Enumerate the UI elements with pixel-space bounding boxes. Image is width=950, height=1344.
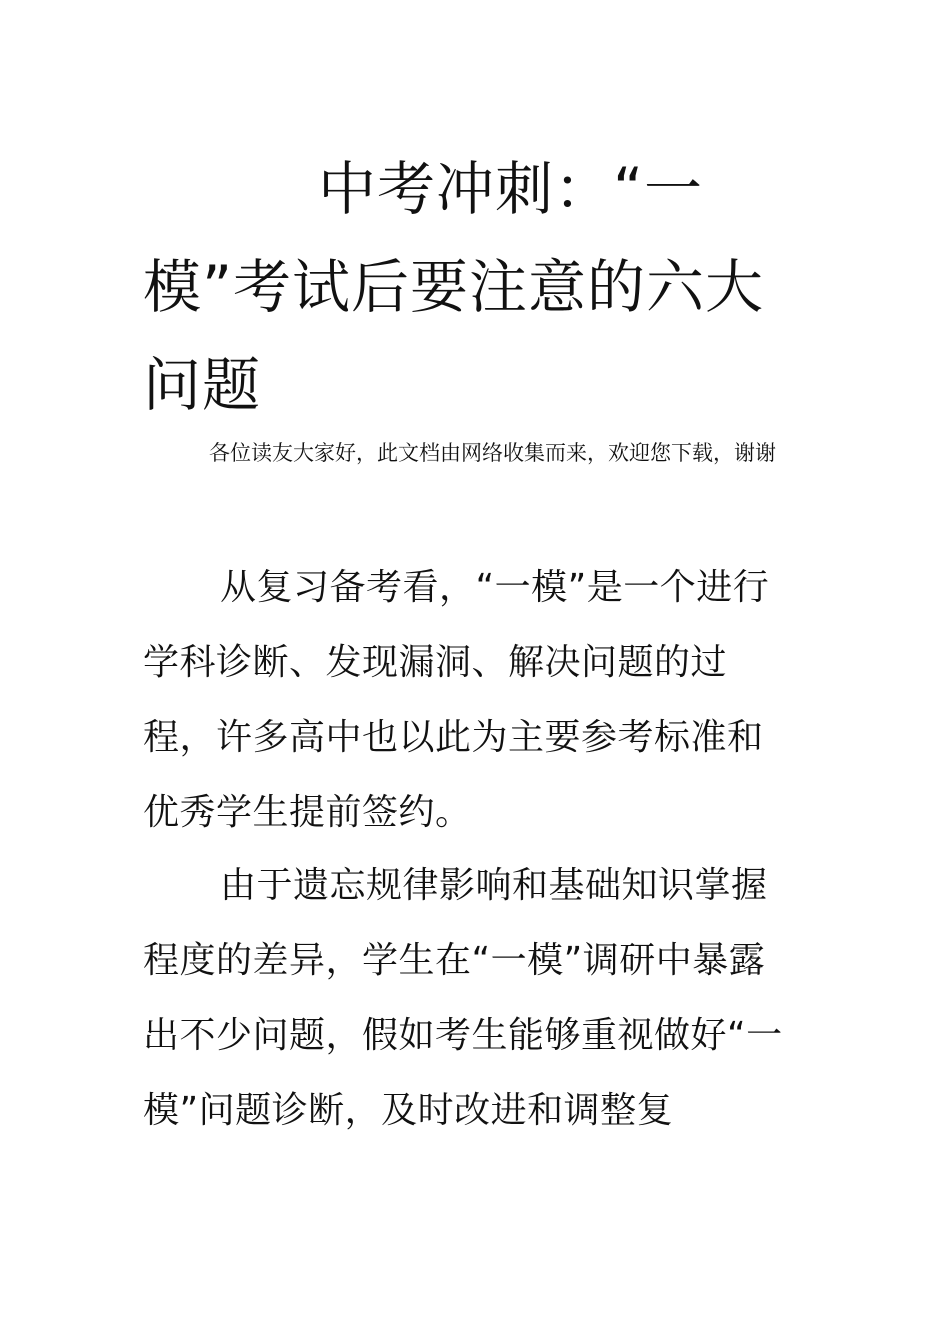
document-title: 中考冲刺：“一模”考试后要注意的六大问题 <box>143 155 765 419</box>
body-paragraph-1: 从复习备考看，“一模”是一个进行学科诊断、发现漏洞、解决问题的过程，许多高中也以此为主要参考标准和优秀学生提前签约。 <box>143 567 770 833</box>
body-paragraph-2: 由于遗忘规律影响和基础知识掌握程度的差异，学生在“一模”调研中暴露出不少问题，假如考生能够重视做好“一模”问题诊断，及时改进和调整复 <box>143 865 783 1131</box>
download-note: 各位读友大家好，此文档由网络收集而来，欢迎您下载，谢谢 <box>209 441 776 465</box>
